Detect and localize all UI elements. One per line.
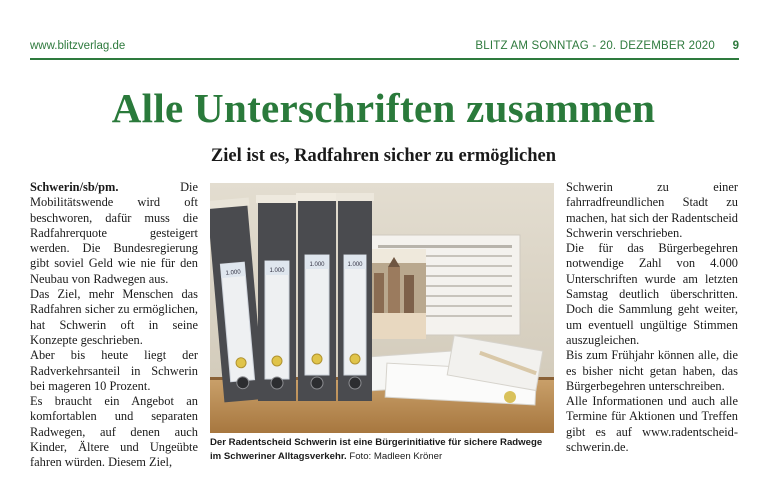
header-rule (30, 58, 739, 60)
article-photo (210, 183, 554, 433)
paragraph: Alle Informationen und auch alle Termine für Aktionen und Treffen gibt es auf www.radentscheid-schwerin.de. (566, 394, 738, 455)
paragraph: Bis zum Frühjahr können alle, die es bisher nicht getan haben, das Bürgerbegehren unterschreiben. (566, 348, 738, 393)
paragraph: Aber bis heute liegt der Radverkehrsanteil in Schwerin bei mageren 10 Prozent. (30, 348, 198, 393)
edition-line: BLITZ AM SONNTAG - 20. DEZEMBER 2020 (475, 40, 715, 52)
right-column (566, 180, 738, 455)
paragraph: Das Ziel, mehr Menschen das Radfahren sicher zu ermöglichen, hat Schwerin oft in seine Konzepte geschrieben. (30, 287, 198, 347)
photo-binders-illustration (210, 183, 554, 433)
binder-label: 1.000 (269, 268, 285, 274)
binder-label: 1.000 (225, 269, 241, 277)
caption-text: Der Radentscheid Schwerin ist eine Bürgerinitiative für sichere Radwege im Schweriner Alltagsverkehr. (210, 437, 543, 462)
paragraph (30, 180, 198, 287)
site-url: www.blitzverlag.de (30, 40, 126, 52)
subheadline: Ziel ist es, Radfahren sicher zu ermöglichen (210, 146, 557, 166)
binders (210, 193, 374, 403)
left-column (30, 180, 198, 471)
paragraph: Die für das Bürgerbegehren notwendige Zahl von 4.000 Unterschriften wurde am letzten Samstag deutlich überschritten. Doch die Sammlung geht weiter, um eventuell ungültige Stimmen auszugleichen. (566, 241, 738, 347)
paragraph: Schwerin zu einer fahrradfreundlichen Stadt zu machen, hat sich der Radentscheid Schwerin verschrieben. (566, 180, 738, 240)
paragraph: Es braucht ein Angebot an komfortablen und separaten Radwegen, auf denen auch Kinder, Ältere und Ungeübte fahren würden. Diesem Ziel, (30, 394, 198, 470)
dateline: Schwerin/sb/pm. (30, 180, 119, 194)
paragraph-text: Die Mobilitätswende wird oft beschworen, dafür muss die Radfahrerquote gesteigert werden. Die Bundesregierung gibt soviel Geld wie nie für den Neubau von Radwegen aus. (30, 180, 198, 286)
binder-label: 1.000 (309, 262, 325, 268)
photo-credit: Foto: Madleen Kröner (346, 450, 443, 462)
page-number: 9 (732, 40, 739, 52)
photo-caption (210, 436, 554, 463)
page-header (30, 40, 739, 58)
campaign-flyer (368, 249, 426, 339)
headline: Alle Unterschriften zusammen (111, 85, 656, 131)
binder-label: 1.000 (347, 262, 363, 268)
